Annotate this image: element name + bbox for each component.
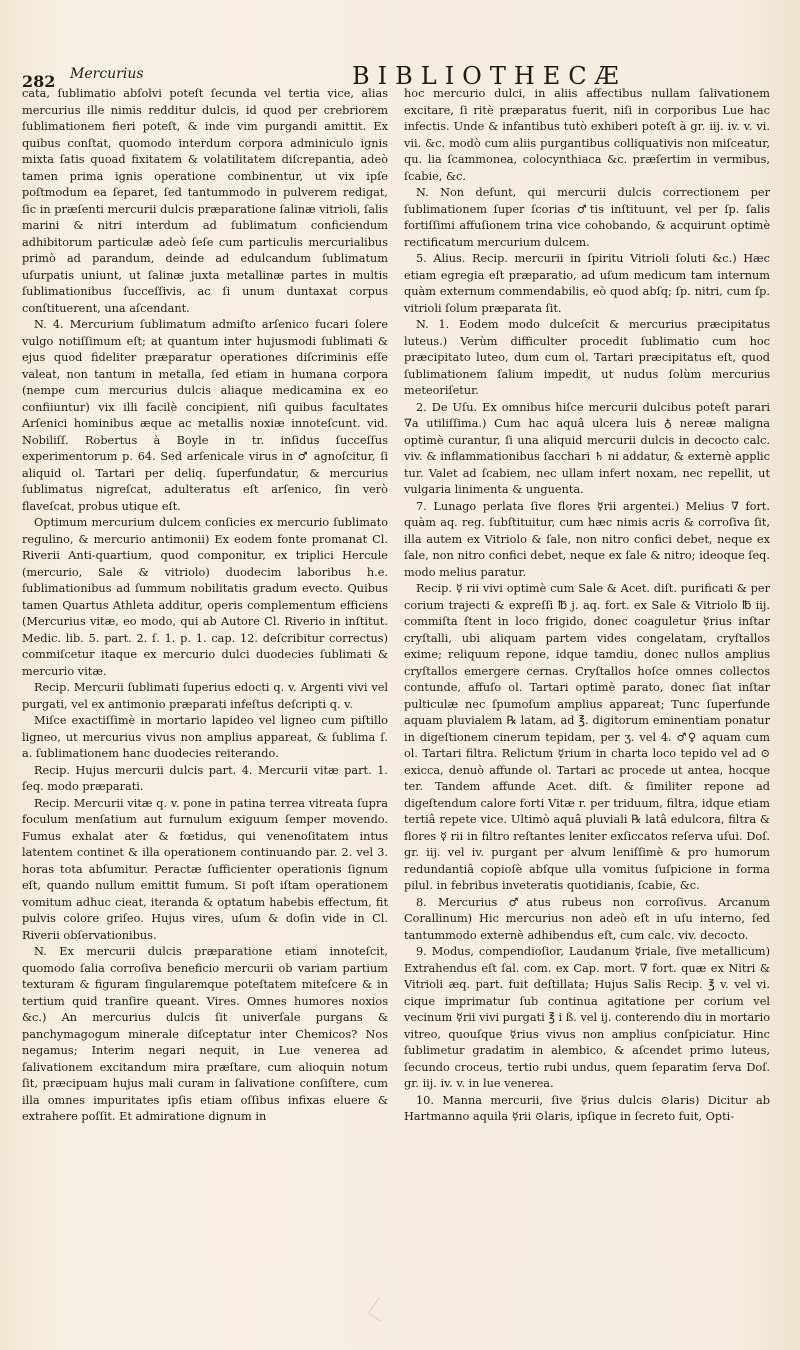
paragraph: 7. Lunago perlata ſive flores ☿rii argentei.) Melius ∇ fort. quàm aq. reg. ſubſtituitur, cum hæc nimis acris & corroſiva ſit, illa autem ex Vitriolo & ſale, non nitro confici debet, neque ex ſale, non nitro confici debet, neque ex ſale & nitro; ideoque ſeq. modo melius paratur.: [404, 499, 770, 579]
paragraph: 2. De Uſu. Ex omnibus hiſce mercurii dulcibus poteſt parari ∇a utiliſſima.) Cum hac aquâ ulcera luis ♁ nereæ maligna optimè curantur, ſi una aliquid mercurii dulcis in decocto calc. viv. & inflammationibus ſacchari ♄ ni addatur, & externè applic tur. Valet ad ſcabiem, nec ullam infert noxam, nec repellit, ut vulgaria linimenta & unguenta.: [404, 400, 770, 496]
running-title: Mercurius: [70, 66, 144, 82]
paragraph: Recip. ☿ rii vivi optimè cum Sale & Acet. diſt. purificati & per corium trajecti & expreſſi ℔ j. aq. fort. ex Sale & Vitriolo ℔ iij. commiſta ſtent in loco frigido, donec coaguletur ☿rius inſtar cryſtalli, ubi aliquam partem vides congelatam, cryſtallos exime; reliquum repone, idque tamdiu, donec nullos amplius cryſtallos emergere cernas. Cryſtallos hoſce omnes collectos contunde, affuſo ol. Tartari optimè parato, donec ſiat inſtar pulticulæ nec ſpumoſum amplius appareat; Tunc ſuperfunde aquam pluvialem ℞ latam, ad ℥. digitorum eminentiam ponatur in digeſtionem cinerum tepidam, per ʒ. vel 4. ♂♀ aquam cum ol. Tartari filtra. Relictum ☿rium in charta loco tepido vel ad ⊙ exicca, denuò affunde ol. Tartari ac procede ut antea, hocque ter. Tandem affunde Acet. diſt. & ſimiliter repone ad digeſtendum calore forti Vitæ r. per triduum, filtra, idque etiam tertiâ repete vice. Ultimò aquâ pluviali ℞ latâ edulcora, filtra & flores ☿ rii in filtro reſtantes leniter exſiccatos reſerva uſui. Doſ. gr. iij. vel iv. purgant per alvum leniſſimè & pro humorum redundantiâ copioſè abſque ulla vomitus ſuſpicione in forma pilul. in febribus inveteratis quotidianis, ſcabie, &c.: [404, 582, 770, 892]
page-number: 282: [22, 72, 56, 91]
paragraph: Miſce exactiſſimè in mortario lapideo vel ligneo cum piſtillo ligneo, ut mercurius vivus non amplius appareat, & ſublima ſ. a. ſublimationem hanc duodecies reiterando.: [22, 714, 388, 760]
paragraph: N. 1. Eodem modo dulceſcit & mercurius præcipitatus luteus.) Verùm difficulter procedit ſublimatio cum hoc præcipitato luteo, dum cum ol. Tartari præcipitatus eſt, quod ſublimationem ſalium impedit, ut nudus ſolùm mercurius meteoriſetur.: [404, 318, 770, 397]
paragraph: 8. Mercurius ♂atus rubeus non corroſivus. Arcanum Corallinum) Hic mercurius non adeò eſt in uſu interno, ſed tantummodo externè adhibendus eſt, cum calc. viv. decocto.: [404, 895, 770, 942]
paragraph: Recip. Mercurii vitæ q. v. pone in patina terrea vitreata ſupra foculum menſatium aut furnulum exiguum ſemper movendo. Fumus exhalat ater & fœtidus, qui venenoſitatem intus latentem continet & illa operationem continuando par. 2. vel 3. horas tota abſumitur. Peractæ ſufficienter operationis ſignum eſt, quando nullum emittit fumum. Si poſt iſtam operationem vomitum adhuc cieat, iteranda & optatum habebis effectum, fit pulvis colore griſeo. Hujus vires, uſum & doſin vide in Cl. Riverii obſervationibus.: [22, 796, 388, 942]
paragraph: hoc mercurio dulci, in aliis affectibus nullam ſalivationem excitare, ſi ritè præparatus fuerit, niſi in corporibus Lue hac infectis. Unde & infantibus tutò exhiberi poteſt à gr. iij. iv. v. vi. vii. &c. modò cum aliis purgantibus colliquativis non miſceatur, qu. lia ſcammonea, colocynthiaca &c. præſertim in vermibus, ſcabie, &c.: [404, 87, 770, 183]
paragraph: N. Non deſunt, qui mercurii dulcis correctionem per ſublimationem ſuper ſcorias ♂tis inſtituunt, vel per ſp. ſalis fortiſſimi affuſionem trina vice cohobando, & acquirunt optimè rectificatum mercurium dulcem.: [404, 186, 770, 249]
left-column: [22, 86, 388, 1126]
text-columns: [22, 86, 772, 1126]
paragraph: cata, ſublimatio abſolvi poteſt ſecunda vel tertia vice, alias mercurius ille nimis redditur dulcis, id quod per crebriorem ſublimationem fieri poteſt, & inde vim purgandi amittit. Ex quibus conſtat, quomodo interdum corpora adminiculo ignis mixta ſatis quoad fixitatem & volatilitatem diſcrepantia, adeò tamen prima ignis operatione combinentur, ut vix ipſe poſtmodum ea ſeparet, ſed tantummodo in pulverem redigat, ſic in præſenti mercurii dulcis præparatione ſalinæ vitrioli, ſalis marini & nitri interdum ad ſublimatum conficiendum adhibitorum particulæ adeò ſeſe cum particulis mercurialibus primò ad parandum, deinde ad edulcandum ſublimatum uſurpatis uniunt, ut ſalinæ juxta metallinæ partes in multis ſublimationibus ſucceſſivis, ac ſi unum duntaxat corpus conſtituerent, una aſcendant.: [22, 87, 388, 315]
paragraph: Recip. Hujus mercurii dulcis part. 4. Mercurii vitæ part. 1. ſeq. modo præparati.: [22, 763, 388, 793]
paragraph: Optimum mercurium dulcem conſicies ex mercurio ſublimato regulino, & mercurio antimonii) Ex eodem fonte promanat Cl. Riverii Anti-quartium, quod componitur, ex triplici Hercule (mercurio, Sale & vitriolo) duodecim laboribus h.e. ſublimationibus ad ſummum nobilitatis gradum evecto. Quibus tamen Quartus Athleta additur, operis complementum efficiens (Mercurius vitæ, eo modo, qui ab Autore Cl. Riverio in inſtitut. Medic. lib. 5. part. 2. ſ. 1. p. 1. cap. 12. deſcribitur correctus) commiſcetur itaque ex mercurio dulci duodecies ſublimati & mercurio vitæ.: [22, 516, 388, 678]
paragraph: N. Ex mercurii dulcis præparatione etiam innoteſcit, quomodo ſalia corroſiva beneficio mercurii ob variam partium texturam & figuram ſingularemque poteſtatem miteſcere & in tertium quid tranſire queant. Vires. Omnes humores noxios &c.) An mercurius dulcis ſit univerſale purgans & panchymagogum minerale diſceptatur inter Chemicos? Nos negamus; Interim negari nequit, in Lue venerea ad ſalivationem excitandum mira præſtare, cum alioquin notum ſit, præcipuam hujus mali curam in ſalivatione conſiſtere, cum illa omnes impuritates ipſis etiam oſſibus infixas eluere & extrahere poſſit. Et admiratione dignum in: [22, 945, 388, 1123]
paragraph: 9. Modus, compendioſior, Laudanum ☿riale, ſive metallicum) Extrahendus eſt ſal. com. ex Cap. mort. ∇ fort. quæ ex Nitri & Vitrioli æq. part. fuit deſtillata; Hujus Salis Recip. ℥ v. vel vi. cique imprimatur ſub continua agitatione per corium vel vecinum ☿rii vivi purgati ℥ i ß. vel ij. conterendo diu in mortario vitreo, quouſque ☿rius vivus non amplius conſpiciatur. Hinc ſublimetur gradatim in alembico, & aſcendet primo luteus, ſecundo croceus, tertio rubi undus, quem ſeparatim ſerva Doſ. gr. iij. iv. v. in lue venerea.: [404, 945, 770, 1090]
paragraph: 10. Manna mercurii, ſive ☿rius dulcis ⊙laris) Dicitur ab Hartmanno aquila ☿rii ⊙laris, ipſique in ſecreto fuit, Opti-: [404, 1093, 770, 1123]
paper-smudge: [368, 1297, 391, 1321]
paragraph: N. 4. Mercurium ſublimatum admiſto arſenico fucari ſolere vulgo notiſſimum eſt; at quantum inter hujusmodi ſublimati & ejus quod fideliter præparatur operationes diſcriminis eſſe valeat, non tantum in metalla, ſed etiam in humana corpora (nempe cum mercurius dulcis aliaque medicamina ex eo confiiuntur) vix illi facilè concipient, niſi quibus facultates Arſenici hominibus æque ac metallis noxiæ innoteſcunt. vid. Nobiliſſ. Robertus à Boyle in tr. inſidus ſucceſſus experimentorum p. 64. Sed arſenicale virus in ♂ agnoſcitur, ſi aliquid ol. Tartari per deliq. ſuperfundatur, & mercurius ſublimatus nigreſcat, adulteratus eſt arſenico, ſin verò flaveſcat, probus utique eſt.: [22, 318, 388, 513]
paragraph: Recip. Mercurii ſublimati ſuperius edocti q. v. Argenti vivi vel purgati, vel ex antimonio præparati infeſtus deſcripti q. v.: [22, 681, 388, 711]
right-column: [404, 86, 770, 1126]
paragraph: 5. Alius. Recip. mercurii in ſpiritu Vitrioli ſoluti &c.) Hæc etiam egregia eſt præparatio, ad uſum medicum tam internum quàm externum commendabilis, eò quod abſq; ſp. nitri, cum ſp. vitrioli ſolum præparata ſit.: [404, 252, 770, 315]
header-word: BIBLIOTHECÆ: [352, 62, 627, 90]
